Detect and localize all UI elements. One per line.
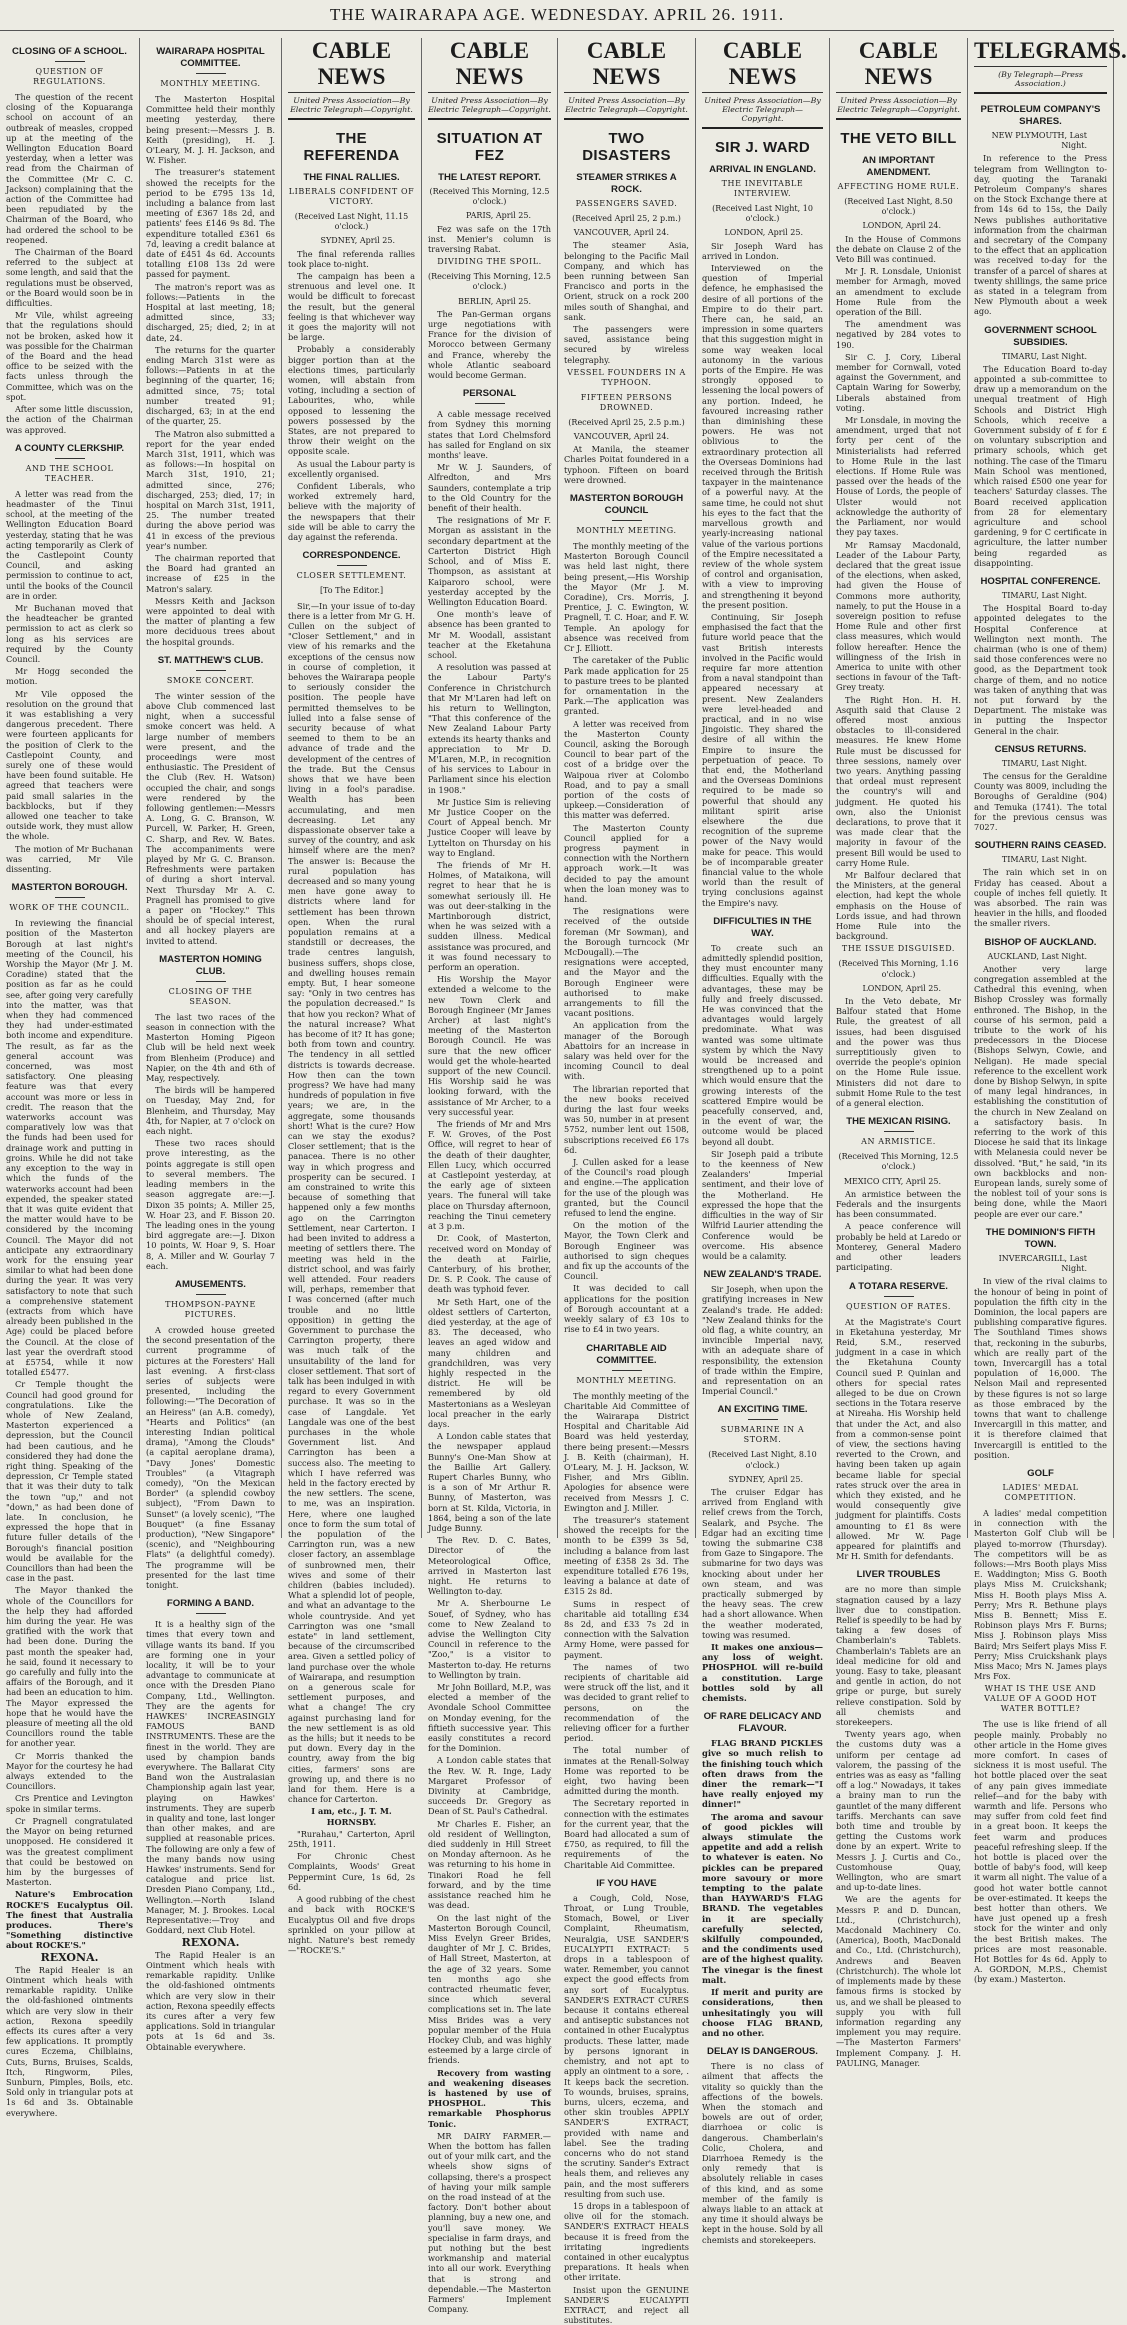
advertisement-title: REXONA. (181, 1935, 240, 1949)
subheadline: STEAMER STRIKES A ROCK. (576, 172, 677, 195)
dateline: NEW PLYMOUTH, Last Night. (991, 131, 1087, 151)
advertisement-title: DELAY IS DANGEROUS. (707, 2046, 818, 2058)
article-paragraph: "Rurahau," Carterton, April 25th, 1911. (288, 1828, 415, 1850)
headline: CHARITABLE AID COMMITTEE. (586, 1342, 667, 1366)
article-paragraph: The Hospital Board to-day appointed delegates to the Hospital Conference at Wellington next month. The chairman (who is one of them) said those conferences were no good, as the Department took charge of them, and no notice was taken of anything that was not put forward by the Department. The mistake was in putting the Inspector General in the chair. (974, 603, 1107, 736)
advertisement: The Rapid Healer is an Ointment which heals with remarkable rapidity. Unlike the old-fashioned ointments which are very slow in their action, Rexona speedily effects its cures after a very few applications. Sold in triangular pots at 1s 6d and 3s. Obtainable everywhere. (146, 1949, 275, 2052)
cable-news-header: CABLE NEWS (288, 38, 415, 93)
article-paragraph: Fez was safe on the 17th inst. Menier's column is traversing Rabat. (428, 223, 551, 255)
divider (196, 1294, 226, 1295)
dateline: SYDNEY, April 25. (320, 236, 395, 246)
headline: MASTERTON BOROUGH. (11, 882, 128, 894)
article-paragraph: The census for the Geraldine County was 8009, including the Boroughs of Geraldine (904) and Temuka (1741). The total for the previous census was 7027. (974, 770, 1107, 832)
article-paragraph: Sir Joseph, when upon the gratifying increases in New Zealand's trade. He added: "New Zealand thinks for the old flag, a white country, an invincible Imperial navy, with an adequate share of responsibility, the extension of trade within the Empire, and representation on an Imperial Council." (702, 1284, 823, 1397)
divider (337, 565, 367, 566)
article-paragraph: To create such an admittedly splendid position, they must encounter many difficulties. Equally with the advantages, these may be fully and freely discussed. He was convinced that the advantages would largely predominate. What was wanted was some ultimate system by which the Navy would be increased and strengthened up to a point which would ensure that the growing interests of the scattered Empire would be peacefully conserved, and, in the event of war, the outcome would be placed beyond all doubt. (702, 942, 823, 1147)
received-time: (Receiving This Morning, 12.5 o'clock.) (428, 272, 551, 292)
dateline: BERLIN, April 25. (458, 296, 531, 306)
article-paragraph: His Worship the Mayor extended a welcome to the new Town Clerk and Borough Engineer (Mr James Archer) at last night's meeting of the Masterton Borough Council. He was sure that the new officer would get the whole-hearted support of the new Council. His Worship said he was looking forward, with the assistance of Mr Archer, to a very successful year. (428, 974, 551, 1117)
advertisement: A good rubbing of the chest and back with ROCKE'S Eucalyptus Oil and five drops sprinkled on your pillow at night. Nature's best remedy—"ROCKE'S." (288, 1894, 415, 1956)
article-paragraph: Continuing, Sir Joseph emphasised the fact that the future world peace that the vast British interests involved in the Pacific would require far more attention from a naval standpoint than appeared necessary at present. New Zealanders were level-headed and practical, and in no wise Jingoistic. They shared the desire of all within the Empire to insure the perpetuation of peace. To that end, the Motherland and the Overseas Dominions required to be made so powerful that should any militant spirit arise elsewhere the due recognition of the supreme power of the Navy would make for peace. This would be of incomparable greater financial value to the whole world than the result of trying conclusions against the Empire's navy. (702, 611, 823, 908)
article-paragraph: The resignations were received of the outside foreman (Mr Sowman), and the Borough turncock (Mr McDougall).—The resignations were accepted, and the Mayor and the Borough Engineer were authorised to make arrangements to fill the vacant positions. (564, 906, 689, 1019)
article-paragraph: A cable message received from Sydney this morning states that Lord Chelmsford has sailed for England on six months' leave. (428, 409, 551, 461)
subheadline: MONTHLY MEETING. (576, 526, 677, 536)
article-paragraph: The treasurer's statement showed the receipts for the month to be £399 3s 5d, including a balance from last meeting of £358 2s 3d. The expenditure totalled £76 19s, leaving a balance at date of £315 2s 8d. (564, 1514, 689, 1597)
article-paragraph: Mr Buchanan moved that the headteacher be granted permission to act as clerk so long as his services are required by the County Council. (6, 602, 133, 664)
subheadline: PASSENGERS SAVED. (575, 199, 678, 208)
headline: A COUNTY CLERKSHIP. (14, 442, 125, 454)
dateline: SYDNEY, April 25. (728, 1474, 803, 1484)
dateline: TIMARU, Last Night. (1001, 855, 1087, 865)
article-paragraph: Mr Vile, whilst agreeing that the regulations should not be broken, asked how it was possible for the Chairman of the Board and the head office to be seized with the facts unless through the Committee, which was on the spot. (6, 310, 133, 402)
cable-credit: United Press Association—By Electric Telegraph—Copyright. (288, 93, 415, 120)
article-paragraph: The last two races of the season in connection with the Masterton Homing Pigeon Club will be held next week from Blenheim (Produce) and Napier, on the 4th and 6th of May, respectively. (146, 1011, 275, 1084)
subheadline: AN ARMISTICE. (861, 1137, 936, 1147)
article-paragraph: The steamer Asia, belonging to the Pacific Mail Company, and which has been running between San Francisco and ports in the Orient, struck on a rock 200 miles south of Shanghai, and sank. (564, 240, 689, 322)
article-paragraph: Mr Balfour declared that the Ministers, at the general election, had kept the whole emphasis on the House of Lords issue, and had thrown Home Rule into the background. (836, 870, 961, 942)
article-paragraph: The returns for the quarter ending March 31st were as follows:—Patients in at the beginning of the quarter, 16; admitted since, 75; total number treated 91; discharged, 63; in at the end of the quarter, 25. (146, 344, 275, 427)
advertisement: MR DAIRY FARMER.—When the bottom has fallen out of your milk cart, and the wheels show signs of collapsing, there's a prospect of having your milk sample on the road instead of at the factory. Don't bother about planning, buy a new one, and you'll save money. We specialise in farm drays, and put nothing but the best workmanship and material into all our work. Everything that is strong and dependable.—The Masterton Farmers' Implement Company. (428, 2130, 551, 2315)
article-paragraph: At Manila, the steamer Charles Poitat foundered in a typhoon. Fifteen on board were drowned. (564, 444, 689, 485)
article-paragraph: The matron's report was as follows:—Patients in the Hospital at last meeting, 18; admitted since, 33; discharged, 25; died, 2; in at date, 24. (146, 281, 275, 343)
article-paragraph: The Chairman of the Board referred to the subject at some length, and said that the regulations must be observed, or the Board would soon be in difficulties. (6, 247, 133, 309)
dateline: VANCOUVER, April 24. (573, 432, 669, 442)
headline: AN EXCITING TIME. (717, 1404, 808, 1416)
subheadline: CLOSER SETTLEMENT. (296, 571, 407, 581)
article-paragraph: In the House of Commons the debate on Clause 2 of the Veto Bill was continued. (836, 233, 961, 265)
article-paragraph: The question of the recent closing of the Kopuaranga school on account of an outbreak of measles, cropped up at the meeting of the Wellington Education Board yesterday, when a letter was read from the Chairman of the Committee (Mr C. C. Jackson) complaining that the action of the Committee had been repudiated by the Chairman of the Board, who had ordered the school to be reopened. (6, 92, 133, 245)
subheadline: SUBMARINE IN A STORM. (720, 1425, 805, 1445)
article-paragraph: A London cable states that the newspaper applaud Bunny's One-Man Show at the Baillie Art Gallery. Rupert Charles Bunny, who is a son of Mr Arthur R. Bunny, of Masterton, was born at St. Kilda, Victoria, in 1864, being a son of the late Judge Bunny. (428, 1431, 551, 1533)
article-paragraph: The rain which set in on Friday has ceased. About a couple of inches fell quietly. It was absorbed. The rain was heavier in the hills, and flooded the smaller rivers. (974, 867, 1107, 929)
subheadline: WORK OF THE COUNCIL. (9, 903, 130, 913)
dateline: PARIS, April 25. (466, 211, 531, 221)
article-paragraph: The motion of Mr Buchanan was carried, Mr Vile dissenting. (6, 843, 133, 875)
headline: FORMING A BAND. (166, 1598, 255, 1610)
article-paragraph: Mr A. Sherbourne Le Souef, of Sydney, who has come to New Zealand to advise the Wellington City Council in reference to the "Zoo," is a visitor to Masterton to-day. He returns to Wellington by train. (428, 1598, 551, 1680)
advertisement: For Chronic Chest Complaints, Woods' Great Peppermint Cure, 1s 6d, 2s 6d. (288, 1851, 415, 1892)
article-paragraph: Mr Seth Hart, one of the oldest settlers of Carterton, died yesterday, at the age of 83. The deceased, who leaves an aged widow and many children and grandchildren, was very highly respected in the district. He will be remembered by old Mastertonians as a Wesleyan local preacher in the early days. (428, 1296, 551, 1429)
dateline: AUCKLAND, Last Night. (987, 951, 1087, 961)
column-6 (696, 38, 830, 2245)
headline: SOUTHERN RAINS CEASED. (974, 840, 1107, 852)
article-paragraph: The Secretary reported in connection with the estimates for the current year, that the Board had allocated a sum of £750, as required, to fill the requirements of the Charitable Aid Committee. (564, 1798, 689, 1870)
advertisement: are no more than simple stagnation caused by a lazy liver due to constipation. Relief is speedily to be had by taking a few doses of Chamberlain's Tablets. Chamberlain's Tablets are an ideal medicine for old and young. Easy to take, pleasant and gentle in action, do not gripe or purge, but surely relieve constipation. Sold by all chemists and storekeepers. (836, 1584, 961, 1728)
article-paragraph: An application from the manager of the Borough Abattoirs for an increase in salary was held over for the incoming Council to deal with. (564, 1020, 689, 1082)
divider (196, 73, 226, 74)
article-paragraph: Cr Pragnell congratulated the Mayor on being returned unopposed. He considered it was the greatest compliment that could be bestowed on him by the burgesses of Masterton. (6, 1815, 133, 1888)
article-paragraph: Sums in respect of charitable aid totalling £34 8s 2d, and £33 7s 2d in connection with the Salvation Army Home, were passed for payment. (564, 1598, 689, 1660)
advertisement: FLAG BRAND PICKLES give so much relish to the finishing touch which often draws from the diner the remark—"I have really enjoyed my dinner!" (702, 1738, 823, 1810)
article-paragraph: Sir Joseph Ward has arrived in London. (702, 240, 823, 261)
article-paragraph: The Right Hon. H. H. Asquith said that Clause 2 offered most anxious obstacles to ill-considered measures. He knew Home Rule must be discussed for three sessions, namely over two years. Anything passing that ordeal must represent the country's will and judgment. He quoted his own, also the Unionist declarations, to prove that it was made clear that the majority in favour of the present Bill would be used to carry Home Rule. (836, 694, 961, 868)
received-time: (Received This Morning, 12.5 o'clock.) (838, 1152, 959, 1172)
cable-credit: United Press Association—By Electric Telegraph—Copyright. (428, 93, 551, 120)
article-paragraph: Cr Temple thought the Council had good ground for congratulations. Like the whole of New Zealand, Masterton experienced a depression, but the Council had been cautious, and he considered they had done the right thing. Speaking of the depression, Cr Temple stated that it was their duty to talk the town "up," and not "down," as had been done of late. In conclusion, he expressed the hope that in future fuller details of the Borough's financial position would be available for the Councillors than had been the case in the past. (6, 1379, 133, 1584)
received-time: (Received Last Night, 10 o'clock.) (712, 204, 813, 224)
subheadline: QUESTION OF REGULATIONS. (33, 67, 106, 86)
divider (196, 670, 226, 671)
cable-news-header: CABLE NEWS (836, 38, 961, 93)
headline: BISHOP OF AUCKLAND. (984, 936, 1097, 948)
article-paragraph: Mr Lonsdale, in moving the amendment, urged that not forty per cent of the Ministerialists had referred to Home Rule in the last elections. If Home Rule was passed over the heads of the House of Lords, the people of Ulster would not acknowledge the authority of the Parliament, nor would they pay taxes. (836, 415, 961, 538)
advertisement: The Rapid Healer is an Ointment which heals with remarkable rapidity. Unlike the old-fashioned ointments which are very slow in their action, Rexona speedily effects its cures after a very few applications. It promptly cures Eczema, Chilblains, Cuts, Burns, Bruises, Scalds, Itch, Ringworm, Piles, Sunburn, Pimples, Boils, etc. Sold only in triangular pots at 1s 6d and 3s. Obtainable everywhere. (6, 1964, 133, 2118)
received-time: (Received April 25, 2 p.m.) (572, 214, 681, 223)
article-paragraph: The campaign has been a strenuous and level one. It would be difficult to forecast the result, but the general feeling is that whichever way it goes the majority will not be large. (288, 271, 415, 343)
article-paragraph: Mr Vile opposed the resolution on the ground that it was establishing a very dangerous precedent. There were fourteen applicants for the position of Clerk to the Castlepoint County, and surely one of these would have been found suitable. He agreed that teachers were paid small salaries in the backblocks, but if they allowed one teacher to take outside work, they must allow the whole. (6, 688, 133, 842)
headline: TWO DISASTERS (582, 130, 671, 164)
advertisement-title: WHAT IS THE USE AND VALUE OF A GOOD HOT WATER BOTTLE? (984, 1684, 1097, 1714)
divider (196, 1613, 226, 1614)
article-paragraph: Dr. Cook, of Masterton, received word on Monday of the death at Fairlie, Canterbury, of his brother, Dr. S. P. Cook. The cause of death was typhoid fever. (428, 1233, 551, 1295)
article-paragraph: Mr J. R. Lonsdale, Unionist member for Armagh, moved an amendment to exclude Home Rule from the operation of the Bill. (836, 266, 961, 318)
advertisement: Nature's Embrocation ROCKE'S Eucalyptus Oil. The finest that Australia produces. There's "Something distinctive about ROCKE'S." (6, 1889, 133, 1951)
article-paragraph: Interviewed on the question of Imperial defence, he emphasised the desire of all portions of the Empire to do their part. There can, he said, an impression in some quarters that this suggestion might in some way weaken local autonomy in the various ports of the Empire. He was strongly opposed to lessening the local powers of any portion. Indeed, he favoured increasing rather than diminishing these powers. He was not oblivious to the extraordinary protection all the Overseas Dominions had received through the British taxpayer in the maintenance of a powerful navy. At the same time, he could not shut his eyes to the fact that the marvellous growth and yearly-increasing national value of the various portions of the Empire necessitated a review of the whole system of control and organisation, with a view to improving and strengthening it beyond the present position. (702, 263, 823, 610)
advertisement: The aroma and savour of good pickles will always stimulate the appetite and add a relish to whatever is eaten. No pickles can be prepared more savoury or more tempting to the palate than HAYWARD'S FLAG BRAND. The vegetables in it are specially carefully selected, skilfully compounded, and the condiments used are of the highest quality. The vinegar is the finest malt. (702, 1811, 823, 1985)
column-5 (558, 38, 696, 2325)
advertisement: Recovery from wasting and weakening diseases is hastened by use of PHOSPHOL. This remarkable Phosphorus Tonic. (428, 2067, 551, 2129)
article-paragraph: As usual the Labour party is excellently organised. (288, 458, 415, 479)
headline: THE VETO BILL (840, 130, 957, 147)
article-paragraph: The total number of inmates at the Renall-Solway Home was reported to be eight, two having been admitted during the month. (564, 1745, 689, 1797)
article-paragraph: In the Veto debate, Mr Balfour stated that Home Rule, the greatest of all issues, had been disguised and the power was thus surreptitiously given to override the people's opinion on the Home Rule issue. Ministers did not dare to submit Home Rule to the test of a general election. (836, 996, 961, 1109)
article-paragraph: The resignations of Mr F. Morgan as assistant in the secondary department at the Carterton District High School, and of Miss E. Thompson, as assistant at Kaiparoro school, were yesterday accepted by the Wellington Education Board. (428, 515, 551, 607)
article-paragraph: On the last night of the Masterton Borough Council, Miss Evelyn Greer Brides, daughter of Mr J. C. Brides, of Hall Street, Masterton, at the age of 32 years. Some ten months ago she contracted rheumatic fever, since which several complications set in. The late Miss Brides was a very popular member of the Huia Hockey Club, and was highly esteemed by a large circle of friends. (428, 1912, 551, 2066)
column-4 (422, 38, 558, 2315)
dateline: LONDON, April 25. (862, 983, 941, 993)
article-paragraph: The Masterton Hospital Committee held their monthly meeting yesterday, there being present:—Messrs J. B. Keith (presiding), H. J. O'Leary, M. J. H. Jackson, and W. Fisher. (146, 94, 275, 166)
article-paragraph: The chairman reported that the Board had granted an increase of £25 in the Matron's salary. (146, 552, 275, 594)
article-paragraph: Sir C. J. Cory, Liberal member for Cornwall, voted against the Government, and Captain Waring for Sowerby, Liberals abstained from voting. (836, 351, 961, 413)
article-paragraph: A ladies' medal competition in connection with the Masterton Golf Club will be played to-morrow (Thursday). The competitors will be as follows:—Mrs Booth plays Miss E. Waddington; Miss G. Booth plays Miss M. Cruickshank; Miss H. Booth plays Miss A. Perry; Mrs R. Bethune plays Miss B. Bennett; Miss E. Robinson plays Mrs F. Burns; Miss J. Robinson plays Miss Baird; Mrs Seifert plays Miss F. Perry; Miss Cruickshank plays Miss Maco; Mrs N. James plays Mrs Fox. (974, 1507, 1107, 1682)
article-paragraph: An armistice between the Federals and the insurgents has been consummated. (836, 1188, 961, 1220)
column-3 (282, 38, 422, 1956)
article-paragraph: Crs Prentice and Levington spoke in similar terms. (6, 1793, 133, 1814)
divider (884, 1296, 914, 1297)
article-paragraph: In reviewing the financial position of the Masterton Borough at last night's meeting of the Council, his Worship the Mayor (Mr J. M. Coradine) stated that the position as far as he could see, after going very carefully into the matter, was that when they had commenced they had under-estimated both income and expenditure. The result, as far as the general account was concerned, was most satisfactory. One pleasing feature was that every account was more or less in credit. The reason that the waterworks account was comparatively low was that the funds had been used for drainage work and putting in groins. While he did not take any exception to the way in which the funds of the waterworks account had been expended, the speaker stated that it was quite evident that the matter would have to be considered by the incoming Council. The Mayor did not anticipate any extraordinary work for the ensuing year similar to what had been done during the year. It was very satisfactory to note that such a comprehensive statement (extracts from which have already been published in the Age) could be placed before the Council. At the close of last year the overdraft stood at £5754, while it now totalled £5477. (6, 918, 133, 1378)
advertisement: It makes one anxious—any loss of weight. PHOSPHOL will re-build a constitution. Large bottles sold by all chemists. (702, 1642, 823, 1704)
subheadline: AFFECTING HOME RULE. (837, 182, 960, 191)
headline: MASTERTON HOMING CLUB. (159, 953, 262, 977)
article-paragraph: J. Cullen asked for a lease of the Council's road plough and engine.—The application for the use of the plough was granted, but the Council refused to lend the engine. (564, 1157, 689, 1219)
article-paragraph: The Masterton County Council applied for a progress payment in connection with the Northern approach work.—It was decided to pay the amount when the loan money was to hand. (564, 822, 689, 904)
cable-news-header: CABLE NEWS (428, 38, 551, 93)
article-paragraph: At the Magistrate's Court in Eketahuna yesterday, Mr Reid, S.M., reserved judgment in a case in which the Eketahuna County Council sued P. Quinlan and others for special rates alleged to be due on Crown sections in the Totara reserve at Nireaha. His Worship held that under the Act, and also from a common-sense point of view, the sections having reverted to the Crown, and having been taken up again became liable for special rates struck over the area in which they existed, and he would consequently give judgment for plaintiffs. Costs amounting to £1 8s were allowed. Mr W. Page appeared for plaintiffs and Mr H. Smith for defendants. (836, 1316, 961, 1562)
article-paragraph: Sir Joseph paid a tribute to the keenness of New Zealanders' Imperial sentiment, and their love of the Motherland. He expressed the hope that the difficulties in the way of Sir Wilfrid Laurier attending the Conference would be overcome. His absence would be a calamity. (702, 1148, 823, 1261)
article-paragraph: Mr John Boillard, M.P., was elected a member of the Avondale School Committee on Monday evening, for the fiftieth successive year. This easily constitutes a record for the Dominion. (428, 1682, 551, 1754)
article-paragraph: The librarian reported that the new books received during the last four weeks was 50, number in at present 5752, number lent out 1508, subscriptions received £6 17s 6d. (564, 1083, 689, 1155)
telegrams-credit: (By Telegraph—Press Association.) (974, 67, 1107, 94)
column-1 (0, 38, 140, 2118)
article-paragraph: Mr W. J. Saunders, of Alfredton, and Mrs Saunders, contemplate a trip to the Old Country for the benefit of their health. (428, 462, 551, 514)
article-paragraph: A letter was received from the Masterton County Council, asking the Borough Council to bear part of the cost of a bridge over the Waipoua river at Colombo Road, and to pay a small portion of the costs of upkeep.—Consideration of this matter was deferred. (564, 718, 689, 821)
headline: MASTERTON BOROUGH COUNCIL (569, 493, 684, 517)
divider (612, 520, 642, 521)
masthead (0, 0, 1114, 31)
headline: A TOTARA RESERVE. (849, 1280, 948, 1292)
received-time: (Received Last Night, 8.10 o'clock.) (708, 1450, 817, 1470)
dateline: INVERCARGILL, Last Night. (998, 1253, 1087, 1274)
received-time: (Received This Morning, 12.5 o'clock.) (429, 187, 550, 207)
headline: CLOSING OF A SCHOOL. (12, 46, 127, 57)
article-paragraph: The friends of Mr and Mrs F. W. Groves, of the Post Office, will regret to hear of the death of their daughter, Ellen Lucy, which occurred at Castlepoint yesterday, at the early age of sixteen years. The funeral will take place on Thursday afternoon, reaching the Tinui cemetery at 3 p.m. (428, 1119, 551, 1232)
subheadline: AND THE SCHOOL TEACHER. (25, 463, 114, 483)
article-paragraph: Mr Hogg seconded the motion. (6, 666, 133, 687)
advertisement: If merit and purity are considerations, then unhesitatingly you will choose FLAG BRAND, and no other. (702, 1987, 823, 2038)
article-paragraph: The Rev. D. C. Bates, Director of the Meteorological Office, arrived in Masterton last night. He returns to Wellington to-day. (428, 1535, 551, 1597)
article-paragraph: The names of two recipients of charitable aid were struck off the list, and it was decided to grant relief to persons, on the recommendation of the relieving officer for a further period. (564, 1661, 689, 1744)
article-paragraph: The Education Board to-day appointed a sub-committee to draw up a memorandum on the unequal treatment of High Schools and District High Schools, which receive a Government subsidy of £ for £ on voluntary subscription and primary schools, which get nothing. The case of the Timaru Main School was mentioned, which raised £500 one year for teachers' Saturday classes. The Board received application from 28 for elementary agriculture and school gardening, 9 for C certificate in agriculture, the latter number being regarded as disappointing. (974, 363, 1107, 568)
article-paragraph: The monthly meeting of the Charitable Aid Committee of the Wairarapa District Hospital and Charitable Aid Board was held yesterday, there being present:—Messrs J. B. Keith (chairman), H. O'Leary, M. J. H. Jackson, W. Fisher, and Mrs Giblin. Apologies for absence were received from Messrs J. C. Ewington and J. Miller. (564, 1390, 689, 1513)
divider (55, 458, 85, 459)
divider (196, 981, 226, 982)
headline: GOLF (1027, 1467, 1054, 1479)
headline: THE REFERENDA (303, 130, 400, 164)
signature: I am, etc., J. T. M. HORNSBY. (311, 1806, 392, 1827)
article-paragraph: The cruiser Edgar has arrived from England with relief crews from the Torch, Sealark, and Psyche. The Edgar had an exciting time towing the submarine C38 from Gaze to Singapore. The submarine for two days was knocking about under her own steam, and was practically submerged by the heavy seas. The crew had a short allowance. When the weather moderated, towing was resumed. (702, 1486, 823, 1640)
article-paragraph: A letter was read from the headmaster of the Tinui school, at the meeting of the Wellington Education Board yesterday, stating that he was acting temporarily as Clerk of the Castlepoint County Council, and asking permission to continue to act, until the books of the Council are in order. (6, 488, 133, 601)
article-paragraph: The friends of Mr H. Holmes, of Mataikona, will regret to hear that he is somewhat seriously ill. He was out deer-stalking in the Martinborough district, when he was seized with a sudden illness. Medical assistance was procured, and it was found necessary to perform an operation. (428, 859, 551, 973)
headline: SIR J. WARD (715, 139, 810, 156)
subheadline: ARRIVAL IN ENGLAND. (709, 164, 816, 175)
article-paragraph: A London cable states that the Rev. W. R. Inge, Lady Margaret Professor of Divinity at Cambridge, succeeds Dr. Gregory as Dean of St. Paul's Cathedral. (428, 1755, 551, 1817)
article-paragraph: The Mayor thanked the whole of the Councillors for the help they had afforded him during the year. He was gratified with the work that had been done. During the past month the speaker had, he said, found it necessary to go carefully and fully into the affairs of the Borough, and it had been an education to him. The Mayor expressed the hope that he would have the pleasure of meeting all the old Councillors round the table for another year. (6, 1585, 133, 1749)
dateline: TIMARU, Last Night. (1001, 758, 1087, 768)
article-paragraph: Sir,—In your issue of to-day there is a letter from Mr G. H. Cullen on the subject of "Closer Settlement," and in view of his remarks and the exceptions of the census now in course of completion, it behoves the Wairarapa people to seriously consider the position. The people have permitted themselves to be lulled into a false sense of security because of what seemed to them to be an advance of trade and the development of the centres of the trade. But the Census shows that we have been living in a fool's paradise. Wealth has been accumulating, and men decreasing. Let any dispassionate observer take a survey of the country, and ask himself where are the men? The answer is: Because the rural population has decreased and so many young men have gone away to districts where land for settlement has been thrown open. When the rural population remains at a standstill or decreases, the trade centres languish, business suffers, shops close, and dwelling houses remain empty. But, I hear someone say: "Only in two centres has the population decreased." Is that how you reckon? What of the natural increase? What has become of it? It has gone; both from town and country. The tendency in all settled districts is towards decrease. How then can the town progress? We have had many hundreds of population in five years; we are, in the aggregate, some thousands short! What is the cure? How can we stay the exodus? Closer settlement; that is the panacea. There is no other way in which progress and prosperity can be secured. I am constrained to write this because of something that happened only a few months ago on the Carrington Settlement, near Carterton. I had been invited to address a meeting of settlers there. The meeting was held in the district school, and was fairly well attended. Four readers will, perhaps, remember that I was concerned (after much trouble and no little opposition) in getting the Government to purchase the Carrington property, there was much talk of the unsuitability of the land for closer settlement. That sort of talk has been indulged in with regard to every Government purchase. It was so in the case of Langdale. Yet Langdale was one of the best purchases in the whole Government list. And Carrington has been a success also. The meeting to which I have referred was held in the factory erected by the new settlers. The scene, to me, was an inspiration. Here, where one laughed once to form the sum total of the population of the Carrington run, was a new closer factory, an assemblage of sunbrowned men, their wives and some of their children (babies included). What a splendid lot of people, and what an advantage to the whole countryside. And yet Carrington was one "small estate" in land settlement, because of the circumscribed area. Given a settled policy of land purchase over the whole of Wairarapa, and resumption on a generous scale for settlement purposes, and what a change! The cry against purchasing land for the new settlement is as old as the hills; but it needs to be put down. Every day in the country, away from the big cities, farmers' sons are growing up, and there is no land for them. Here is a chance for Carterton. (288, 600, 415, 1805)
divider (475, 403, 505, 404)
advertisement: We are the agents for Messrs P. and D. Duncan, Ltd., (Christchurch), Macdonald Machinery Co. (America), Booth, MacDonald and Co., Ltd. (Christchurch), Andrews and Beaven (Christchurch). The whole lot of implements made by these famous firms is stocked by us, and we shall be pleased to supply you with full information regarding any implement you may require.—The Masterton Farmers' Implement Company. J. H. PAULING, Manager. (836, 1894, 961, 2068)
article-paragraph: Confident Liberals, who worked extremely hard, believe with the majority of the newspapers that their side will be able to carry the day against the referenda. (288, 481, 415, 543)
subheadline: FIFTEEN PERSONS DROWNED. (580, 392, 673, 412)
article-paragraph: The birds will be hampered on Tuesday, May 2nd, for Blenheim, and Thursday, May 4th, for Napier, at 7 o'clock on each night. (146, 1085, 275, 1137)
advertisement-title: IF YOU HAVE (596, 1877, 657, 1889)
subheadline: MONTHLY MEETING. (576, 1375, 677, 1385)
headline: PETROLEUM COMPANY'S SHARES. (980, 104, 1101, 127)
article-paragraph: Cr Morris thanked the Mayor for the courtesy he had always extended to the Councillors. (6, 1750, 133, 1792)
subheadline: THE ISSUE DISGUISED. (841, 944, 956, 954)
article-paragraph: Messrs Keith and Jackson were appointed to deal with the matter of planting a few more deciduous trees about the hospital grounds. (146, 595, 275, 647)
editor-note: [To The Editor.] (319, 586, 384, 596)
divider (55, 897, 85, 898)
subheadline: DIFFICULTIES IN THE WAY. (713, 915, 812, 939)
advertisement: a Cough, Cold, Nose, Throat, or Lung Trouble, Stomach, Bowel, or Liver Complaint, Rheumatism, Neuralgia, USE SANDER'S EUCALYPTI EXTRACT: 5 drops in a tablespoon of water. Remember, you cannot expect the good effects from any sort of Eucalyptus. SANDER'S EXTRACT CURES because it contains ethereal and antiseptic substances not contained in other Eucalyptus products. These latter, made by persons ignorant in chemistry, and not apt to apply an ointment to a sore, . It keeps back the secretion. To wounds, bruises, sprains, burns, ulcers, eczema, and other skin troubles APPLY SANDER'S EXTRACT, provided with name and label. See the trading concerns who do not stand the scrutiny. Sander's Extract heals them, and relieves any pain, and the most sufferers resulting from such use. (564, 1892, 689, 2199)
divider (612, 1370, 642, 1371)
subheadline: LADIES' MEDAL COMPETITION. (1002, 1482, 1079, 1502)
article-paragraph: The Matron also submitted a report for the year ended March 31st, 1911, which was as follows:—In hospital on March 31st, 1910, 21; admitted since, 276; discharged, 253; died, 17; in hospital on March 31st, 1911, 25. The number treated during the above period was 41 in excess of the previous year's number. (146, 428, 275, 551)
received-time: (Received This Morning, 1.16 o'clock.) (838, 959, 959, 979)
telegrams-header: TELEGRAMS. (974, 38, 1107, 67)
cable-credit: United Press Association—By Electric Telegraph—Copyright. (702, 93, 823, 129)
subheadline: THE FINAL RALLIES. (303, 172, 400, 183)
cable-news-header: CABLE NEWS (564, 38, 689, 93)
subheadline: SMOKE CONCERT. (166, 675, 255, 685)
advertisement: The use is like friend of all people mainly. Probably no other article in the Home gives more comfort. In cases of sickness it is most useful. The hot bottle placed over the seat of any pain gives immediate relief—and for the baby with warmth and life. Persons who may suffer from cold feet find in a great boon. It keeps the feet warm and produces peaceful refreshing sleep. If the hot bottle is placed over the bottle of baby's food, will keep it warm all night. The value of a good hot water bottle cannot be over-estimated. It keeps the best hotter than others. We have just opened up a fresh stock for the winter and only the best British makes. The prices are most reasonable. Hot Bottles for 4s 6d. Apply to A. GORDON, M.P.S., Chemist (by exam.) Masterton. (974, 1719, 1107, 1985)
headline: THE DOMINION'S FIFTH TOWN. (985, 1226, 1096, 1250)
dateline: TIMARU, Last Night. (1001, 590, 1087, 600)
article-paragraph: Another very large congregation assembled at the Cathedral this evening, when Bishop Crossley was formally enthroned. The Bishop, in the course of his sermon, paid a tribute to the work of his predecessors in the Diocese (Bishops Selwyn, Cowie, and Neligan). He made special reference to the excellent work done by Bishop Selwyn, in spite of many legal hindrances, in establishing the constitution of the church in New Zealand on a satisfactory basis. In referring to the work of this Diocese he said that its linkage with Melanesia could never be dissolved. "But," he said, "in its own backblocks and non-European lands, surely some of the noblest toil of your sons is being done, while the Maori people are ever our care." (974, 963, 1107, 1219)
headline: ST. MATTHEW'S CLUB. (157, 654, 264, 666)
article-paragraph: Mr Charles E. Fisher, an old resident of Wellington, died suddenly in Hill Street on Monday afternoon. As he was returning to his home in Tinakori Road he fell forward, and by the time assistance reached him he was dead. (428, 1818, 551, 1911)
column-8 (968, 38, 1127, 1985)
cable-credit: United Press Association—By Electric Telegraph—Copyright. (564, 93, 689, 120)
subheadline: DIVIDING THE SPOIL. (437, 257, 542, 267)
article-paragraph: After some little discussion, the action of the Chairman was approved. (6, 404, 133, 435)
article-paragraph: The monthly meeting of the Masterton Borough Council was held last night, there being present,—His Worship the Mayor (Mr J. M. Coradine), Crs. Morris, J. Prentice, J. C. Ewington, W. Pragnell, T. C. Hoar, and F. W. Temple. An apology for absence was received from Cr J. Elliott. (564, 541, 689, 654)
subheadline: CLOSING OF THE SEASON. (168, 986, 253, 1006)
advertisement: 15 drops in a tablespoon of olive oil for the stomach. SANDER'S EXTRACT HEALS because it is freed from the irritating ingredients contained in other eucalyptus preparations. It heals when other irritate. (564, 2200, 689, 2283)
advertisement-title: REXONA. (40, 1950, 99, 1964)
article-paragraph: Mr Justice Sim is relieving Mr Justice Cooper on the Court of Appeal bench. Mr Justice Cooper will leave by Lyttelton on Thursday on his way to England. (428, 796, 551, 858)
divider (748, 1419, 778, 1420)
article-paragraph: A peace conference will probably be held at Laredo or Monterey, General Madero and other leaders participating. (836, 1221, 961, 1273)
article-paragraph: The caretaker of the Public Park made application for 25 to pasture trees to be planted for ornamentation in the Park.—The application was granted. (564, 655, 689, 717)
divider (55, 61, 85, 62)
column-7 (830, 38, 968, 2068)
advertisement: Insist upon the GENUINE SANDER'S EUCALYPTI EXTRACT, and reject all substitutes. (564, 2284, 689, 2325)
headline: THE MEXICAN RISING. (846, 1116, 951, 1128)
headline: WAIRARAPA HOSPITAL COMMITTEE. (156, 46, 265, 69)
received-time: (Received Last Night, 11.15 o'clock.) (294, 212, 409, 232)
article-paragraph: The amendment was negatived by 284 votes to 190. (836, 319, 961, 350)
subheadline: QUESTION OF RATES. (846, 1301, 951, 1311)
article-paragraph: On the motion of the Mayor, the Town Clerk and Borough Engineer was authorised to sign cheques and fix up the accounts of the Council. (564, 1220, 689, 1282)
headline: GOVERNMENT SCHOOL SUBSIDIES. (984, 324, 1097, 348)
headline: CENSUS RETURNS. (994, 743, 1087, 755)
dateline: LONDON, April 25. (724, 228, 803, 238)
subheadline: NEW ZEALAND'S TRADE. (703, 1269, 822, 1281)
article-paragraph: In view of the rival claims to the honour of being in point of population the fifth city in the Dominion, the local papers are publishing comparative figures. The Southland Times shows that, reckoning in the suburbs, which are really part of the town, Invercargill has a total population of 16,000. The Nelson Mail and represented by these figures is not so large as those embraced by the towns that want to challenge Invercargill in this matter, and it is therefore claimed that Invercargill is entitled to the position. (974, 1276, 1107, 1460)
received-time: (Received April 25, 2.5 p.m.) (568, 417, 685, 427)
headline: AMUSEMENTS. (175, 1278, 246, 1290)
dateline: VANCOUVER, April 24. (573, 228, 669, 238)
cable-news-header: CABLE NEWS (702, 38, 823, 93)
divider (884, 1131, 914, 1132)
article-paragraph: The treasurer's statement showed the receipts for the period to be £795 13s 1d, including a balance from last meeting of £367 18s 2d, and patients' fees £146 9s 8d. The expenditure totalled £361 6s 7d, leaving a credit balance at date of £451 4s 6d. Accounts totalling £108 13s 2d were passed for payment. (146, 167, 275, 280)
article-paragraph: The final referenda rallies took place to-night. (288, 248, 415, 269)
article-paragraph: The winter session of the above Club commenced last night, when a successful smoke concert was held. A large number of members were present, and the proceedings were most enthusiastic. The President of the Club (Rev. H. Watson) occupied the chair, and songs were rendered by the following gentlemen:—Messrs A. Long, G. C. Branson, W. Purcell, W. Parker, H. Green, C. Sharp, and Rev. W. Bates. The accompaniments were played by Mr G. C. Branson. Refreshments were partaken of during a short interval. Next Thursday Mr A. C. Pragnell has promised to give a paper on "Hockey." This should be of special interest, and all hockey players are invited to attend. (146, 690, 275, 946)
dateline: TIMARU, Last Night. (1001, 351, 1087, 361)
subheadline: VESSEL FOUNDERS IN A TYPHOON. (567, 367, 686, 387)
headline: PERSONAL (462, 388, 517, 400)
article-paragraph: Mr Ramsay Macdonald, Leader of the Labour Party, declared that the great issue of the elections, when asked, had given the House of Commons more authority, namely, to put the House in a sovereign position to refuse Home Rule and other first class measures, which would follow hereafter. Hence the willingness of the Irish in America to unite with other sections in favour of the Taft-Grey treaty. (836, 539, 961, 693)
dateline: LONDON, April 24. (862, 221, 941, 231)
subheadline: THE INEVITABLE INTERVIEW. (721, 179, 804, 198)
dateline: MEXICO CITY, April 25. (843, 1176, 941, 1186)
article-paragraph: One month's leave of absence has been granted to Mr M. Woodall, assistant teacher at the Eketahuna school. (428, 609, 551, 660)
received-time: (Received Last Night, 8.50 o'clock.) (844, 197, 953, 217)
subheadline: THE LATEST REPORT. (438, 172, 541, 183)
subheadline: AN IMPORTANT AMENDMENT. (862, 155, 935, 178)
advertisement-title: LIVER TROUBLES (856, 1569, 941, 1581)
subheadline: MONTHLY MEETING. (160, 79, 261, 88)
headline: SITUATION AT FEZ (436, 130, 543, 164)
column-2 (140, 38, 282, 2052)
subheadline: LIBERALS CONFIDENT OF VICTORY. (288, 187, 415, 206)
headline: CORRESPONDENCE. (302, 550, 401, 562)
article-paragraph: The passengers were saved, assistance being secured by wireless telegraphy. (564, 324, 689, 365)
article-paragraph: It is a healthy sign of the times that every town and village wants its band. If you are forming one in your locality, it will be to your advantage to communicate at once with the Dresden Piano Company, Ltd., Wellington. They are the agents for HAWKES' INCREASINGLY FAMOUS BAND INSTRUMENTS. These are the finest in the world. They are used by champion bands everywhere. The Ballarat City Band won the Australasian Championship again last year, playing on Hawkes' instruments. They are superb in quality and tone, last longer than other makes, and are supplied at reasonable prices. The following are only a few of the many bands now using Hawkes' instruments. Send for catalogue and price list. Dresden Piano Company, Ltd., Wellington.—North Island Manager, M. J. Brookes. Local Representative:—Troy and Goddard, next Club Hotel. (146, 1619, 275, 1936)
article-paragraph: A resolution was passed at the Labour Party's Conference in Christchurch that Mr M'Laren had left on his return to Wellington, "That this conference of the New Zealand Labour Party extends its hearty thanks and appreciation to Mr D. M'Laren, M.P., in recognition of his services to Labour in Parliament since his election in 1908." (428, 662, 551, 795)
article-paragraph: The Pan-German organs urge negotiations with France for the division of Morocco between Germany and France, whereby the whole Atlantic seaboard would become German. (428, 308, 551, 381)
advertisement-title: OF RARE DELICACY AND FLAVOUR. (703, 1711, 822, 1735)
advertisement: Twenty years ago, when the customs duty was a uniform per centage ad valorem, the passing of the entries was as easy as "falling off a log." Nowadays, it takes a brainy man to run the gauntlet of the many different tariffs. Merchants can save both time and trouble by getting the Customs work done by an expert. Write to Messrs J. J. Curtis and Co., Customhouse Quay, Wellington, who are smart and up-to-date lines. (836, 1729, 961, 1893)
article-paragraph: These two races should prove interesting, as the points aggregate is still open to several members. The leading members in the season aggregate are:—J. Dixon 35 points; A. Miller 25, W. Hoar 23, and F. Bisson 20. The leading ones in the young bird aggregate are:—J. Dixon 10 points, W. Hoar 9, S. Hoar 8, A. Miller and W. Gourlay 7 each. (146, 1138, 275, 1271)
advertisement: There is no class of ailment that affects the vitality so quickly than the affections of the bowels. When the stomach and bowels are out of order, diarrhoea or colic is dangerous. Chamberlain's Colic, Cholera, and Diarrhoea Remedy is the only remedy that is absolutely reliable in cases of this kind, and as some member of the family is always liable to an attack at any time it should always be kept in the house. Sold by all chemists and storekeepers. (702, 2061, 823, 2245)
headline: HOSPITAL CONFERENCE. (980, 575, 1101, 587)
article-paragraph: Probably a considerably bigger portion than at the elections times, particularly women, will abstain from voting, including a section of Labourites, who, while opposed to lessening the powers possessed by the States, are not prepared to throw their weight on the opposite scale. (288, 344, 415, 457)
article-paragraph: It was decided to call applications for the position of Borough accountant at a weekly salary of £3 10s to rise to £4 in two years. (564, 1283, 689, 1335)
article-paragraph: A crowded house greeted the second presentation of the current programme of pictures at the Foresters' Hall last evening. A first-class series of subjects were presented, including the following:—"The Decoration of an Heiress" (an A.B. comedy), "Hearts and Politics" (an interesting Indian political drama), "Among the Clouds" (a capital aeroplane drama), "Davy Jones' Domestic Troubles" (a Vitagraph comedy), "On the Mexican Border" (a splendid cowboy subject), "From Dawn to Sunset" (a lovely scenic), "The Bouquet" (a fine Essanay production), "New Singapore" (scenic), and "Neighbouring Flats" (a delightful comedy). The programme will be presented for the last time tonight. (146, 1324, 275, 1590)
masthead-title: THE WAIRARAPA AGE. WEDNESDAY. APRIL 26. 1911. (329, 5, 785, 24)
article-paragraph: In reference to the Press telegram from Wellington to-day, quoting the Taranaki Petroleum Company's shares on the Stock Exchange there at from 14s 6d to 15s, the Daily News publishes authoritative information from the chairman and secretary of the Company to the effect that an application was received to-day for the transfer of a parcel of shares at twenty shillings, the same price as stated in a telegram from New Plymouth about a week ago. (974, 153, 1107, 317)
subheadline: THOMPSON-PAYNE PICTURES. (165, 1299, 256, 1319)
cable-credit: United Press Association—By Electric Telegraph—Copyright. (836, 93, 961, 120)
